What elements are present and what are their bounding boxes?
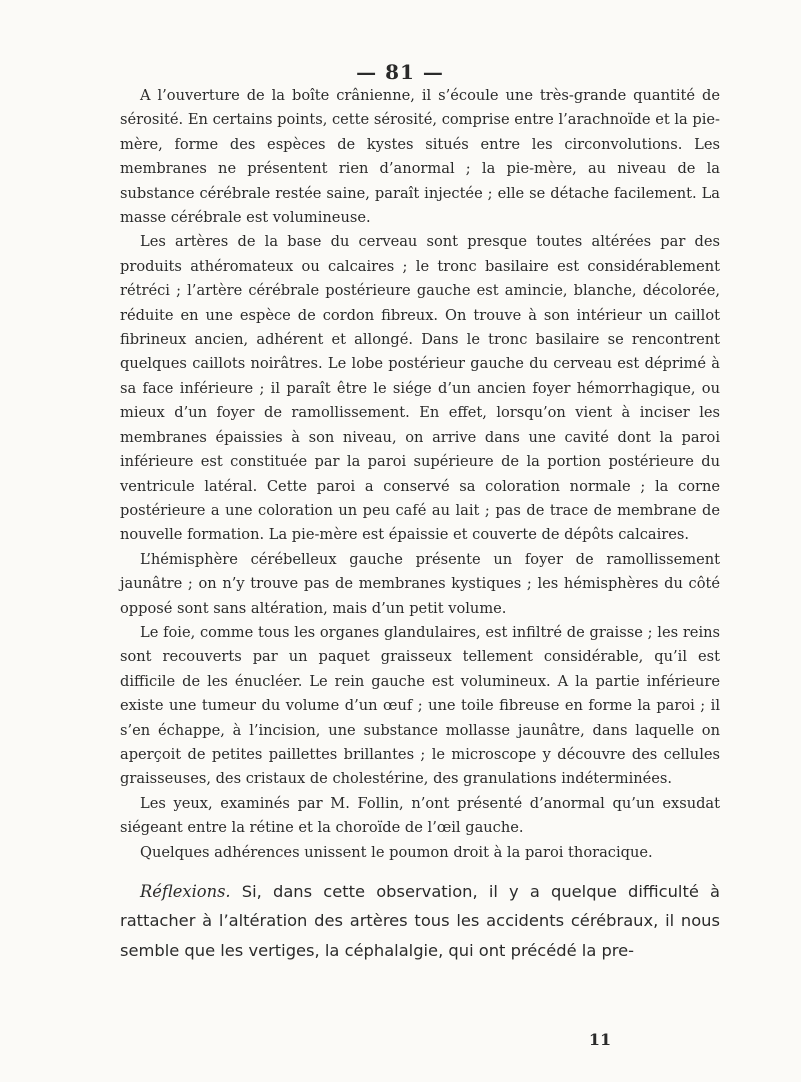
paragraph-autopsy-skull: A l’ouverture de la boîte crânienne, il s’écoule une très-grande quantité de sérosité. En certains points, cette sérosité, comprise entre l’arachnoïde et la pie-mère, forme des espèces de kystes situés entre les circonvolutions. Les membranes ne présentent rien d’anormal ; la pie-mère, au niveau de la substance cérébrale restée saine, paraît injectée ; elle se détache facilement. La masse cérébrale est volumineuse. xyxy=(120,87,720,227)
paragraph-liver-kidneys: Le foie, comme tous les organes glandulaires, est infiltré de graisse ; les reins sont recouverts par un paquet graisseux tellement considérable, qu’il est difficile de les énucléer. Le rein gauche est volumineux. A la partie inférieure existe une tumeur du volume d’un œuf ; une toile fibreuse en forme la paroi ; il s’en échappe, à l’incision, une substance mollasse jaunâtre, dans laquelle on aperçoit de petites paillettes brillantes ; le microscope y découvre des cellules graisseuses, des cristaux de cholestérine, des granulations indéterminées. xyxy=(120,623,720,788)
signature-mark: 11 xyxy=(588,1030,612,1049)
paragraph-reflections xyxy=(120,877,720,965)
body-text xyxy=(120,84,720,965)
reflections-text: Si, dans cette observation, il y a quelque difficulté à rattacher à l’altération des artères tous les accidents cérébraux, il nous semble que les vertiges, la céphalalgie, qui ont précédé la pre- xyxy=(120,882,720,960)
paragraph-lungs: Quelques adhérences unissent le poumon droit à la paroi thoracique. xyxy=(140,843,653,861)
page-number-header: — 81 — xyxy=(356,60,444,84)
paragraph-cerebral-arteries: Les artères de la base du cerveau sont presque toutes altérées par des produits athéromateux ou calcaires ; le tronc basilaire est considérablement rétréci ; l’artère cérébrale postérieure gauche est amincie, blanche, décolorée, réduite en une espèce de cordon fibreux. On trouve à son intérieur un caillot fibrineux ancien, adhérent et allongé. Dans le tronc basilaire se rencontrent quelques caillots noirâtres. Le lobe postérieur gauche du cerveau est déprimé à sa face inférieure ; il paraît être le siége d’un ancien foyer hémorrhagique, ou mieux d’un foyer de ramollissement. En effet, lorsqu’on vient à inciser les membranes épaissies à son niveau, on arrive dans une cavité dont la paroi inférieure est constituée par la paroi supérieure de la portion postérieure du ventricule latéral. Cette paroi a conservé sa coloration normale ; la corne postérieure a une coloration un peu café au lait ; pas de trace de membrane de nouvelle formation. La pie-mère est épaissie et couverte de dépôts calcaires. xyxy=(120,233,720,544)
paragraph-eyes: Les yeux, examinés par M. Follin, n’ont présenté d’anormal qu’un exsudat siégeant entre la rétine et la choroïde de l’œil gauche. xyxy=(120,794,720,837)
paragraph-cerebellum: L’hémisphère cérébelleux gauche présente un foyer de ramollissement jaunâtre ; on n’y trouve pas de membranes kystiques ; les hémisphères du côté opposé sont sans altération, mais d’un petit volume. xyxy=(120,550,720,617)
reflections-heading: Réflexions. xyxy=(140,882,231,901)
